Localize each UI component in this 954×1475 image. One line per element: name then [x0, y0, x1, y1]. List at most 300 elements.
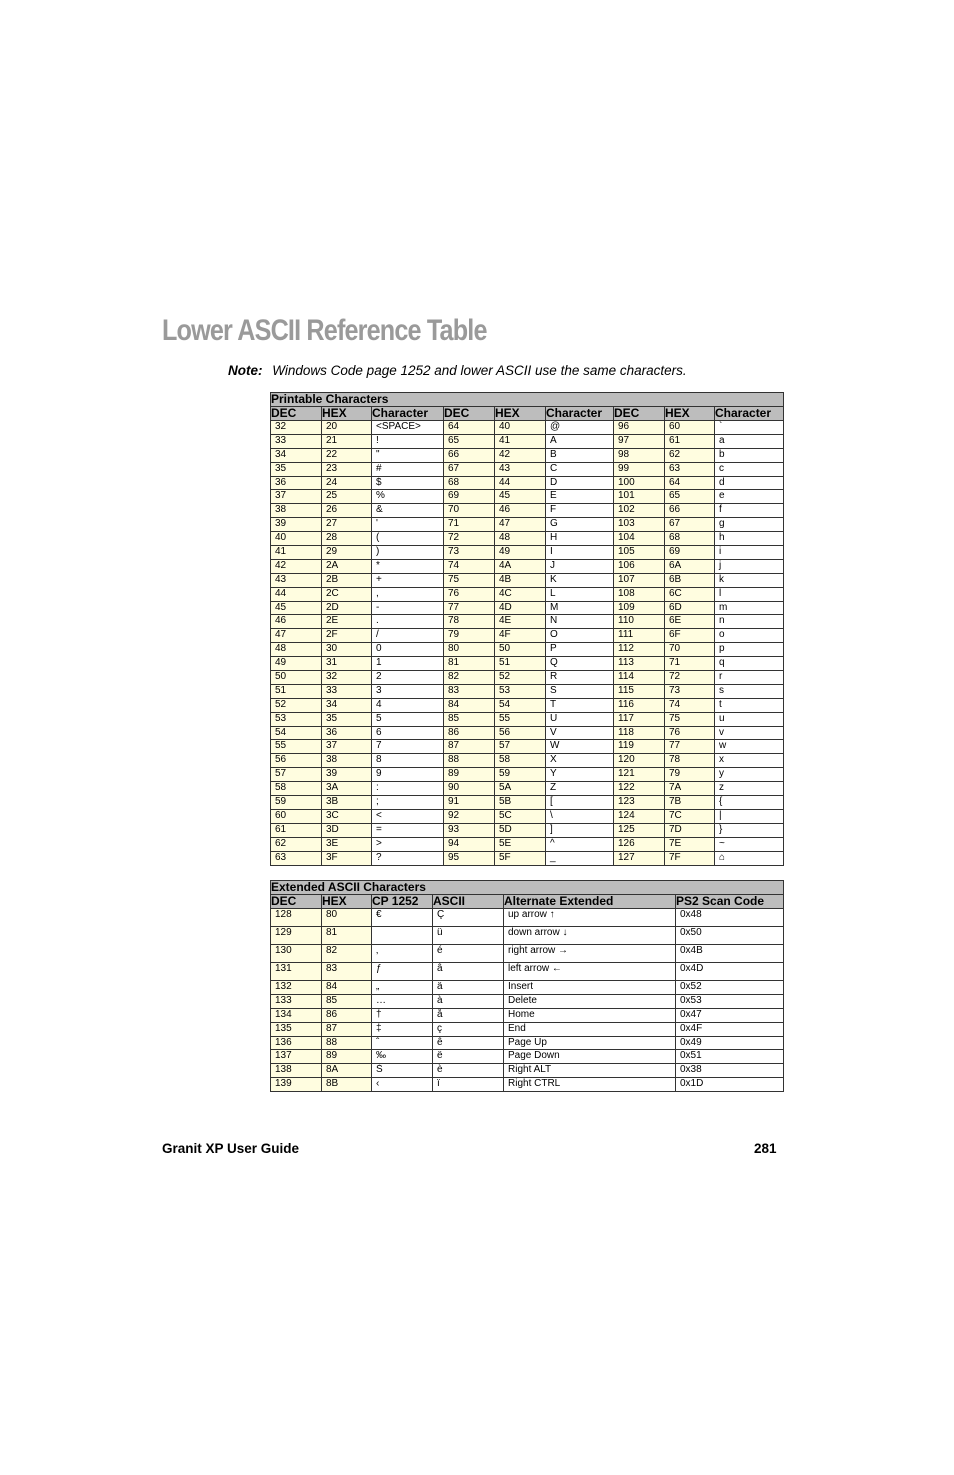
table-cell: c: [715, 462, 784, 476]
table-cell: 100: [614, 476, 665, 490]
table-cell: 36: [271, 476, 322, 490]
table-cell: 48: [271, 643, 322, 657]
table-cell: 137: [271, 1050, 322, 1064]
table-cell: 27: [322, 518, 372, 532]
table-cell: ‰: [372, 1050, 433, 1064]
table-row: [271, 504, 784, 518]
table-cell: S: [546, 684, 614, 698]
table-cell: 66: [665, 504, 715, 518]
table-cell: 75: [665, 712, 715, 726]
table-cell: 6A: [665, 559, 715, 573]
table-cell: 123: [614, 796, 665, 810]
table-cell: 39: [271, 518, 322, 532]
table-cell: 32: [322, 671, 372, 685]
table-cell: 47: [271, 629, 322, 643]
table-cell: 79: [665, 768, 715, 782]
table-cell: 43: [271, 573, 322, 587]
table-cell: 44: [271, 587, 322, 601]
table-cell: 0x51: [676, 1050, 784, 1064]
table-cell: 85: [444, 712, 495, 726]
table-cell: 90: [444, 782, 495, 796]
table-cell: ‹: [372, 1078, 433, 1092]
table-cell: 53: [495, 684, 546, 698]
table-cell: ": [372, 448, 444, 462]
table-cell: 106: [614, 559, 665, 573]
table-cell: 21: [322, 434, 372, 448]
table-cell: 116: [614, 698, 665, 712]
table-cell: 6F: [665, 629, 715, 643]
table-row: [271, 823, 784, 837]
column-header: HEX: [322, 407, 372, 421]
table-row: [271, 532, 784, 546]
table-row: [271, 615, 784, 629]
table-cell: 92: [444, 809, 495, 823]
printable-characters-table: [270, 392, 784, 866]
table-cell: 37: [322, 740, 372, 754]
table-cell: ]: [546, 823, 614, 837]
table-cell: l: [715, 587, 784, 601]
table-cell: 37: [271, 490, 322, 504]
table-cell: R: [546, 671, 614, 685]
table-cell: 5A: [495, 782, 546, 796]
table-cell: ): [372, 546, 444, 560]
table-cell: 66: [444, 448, 495, 462]
table-cell: 110: [614, 615, 665, 629]
table-cell: 8A: [322, 1064, 372, 1078]
table-cell: 7A: [665, 782, 715, 796]
table-cell: 7D: [665, 823, 715, 837]
table-cell: >: [372, 837, 444, 851]
table-cell: 51: [271, 684, 322, 698]
table-cell: g: [715, 518, 784, 532]
table-row: [271, 712, 784, 726]
table-cell: 70: [665, 643, 715, 657]
table-cell: 74: [444, 559, 495, 573]
table-cell: ƒ: [372, 963, 433, 981]
table-cell: 49: [495, 546, 546, 560]
table-cell: n: [715, 615, 784, 629]
table-cell: Right ALT: [504, 1064, 676, 1078]
table-cell: 38: [271, 504, 322, 518]
table-cell: [372, 927, 433, 945]
table-cell: 86: [322, 1008, 372, 1022]
table-cell: {: [715, 796, 784, 810]
table-cell: 133: [271, 994, 322, 1008]
table-cell: 80: [322, 909, 372, 927]
table-cell: 77: [444, 601, 495, 615]
table-cell: O: [546, 629, 614, 643]
table-cell: 78: [444, 615, 495, 629]
table-cell: W: [546, 740, 614, 754]
table-row: [271, 434, 784, 448]
table-cell: :: [372, 782, 444, 796]
table-row: [271, 782, 784, 796]
table-cell: 130: [271, 945, 322, 963]
table-cell: ‡: [372, 1022, 433, 1036]
table-cell: 61: [271, 823, 322, 837]
table-cell: 0x52: [676, 981, 784, 995]
table-cell: Insert: [504, 981, 676, 995]
table-cell: 25: [322, 490, 372, 504]
table-cell: 3: [372, 684, 444, 698]
table-row: [271, 559, 784, 573]
table-cell: &: [372, 504, 444, 518]
table-cell: 138: [271, 1064, 322, 1078]
note: [228, 363, 687, 378]
table-cell: 0x47: [676, 1008, 784, 1022]
table-row: [271, 796, 784, 810]
table-cell: 88: [322, 1036, 372, 1050]
table-cell: Page Down: [504, 1050, 676, 1064]
table-cell: Home: [504, 1008, 676, 1022]
table-cell: ê: [433, 1036, 504, 1050]
table-cell: 63: [271, 851, 322, 865]
table-cell: 20: [322, 421, 372, 435]
table-row: [271, 726, 784, 740]
table-cell: 41: [271, 546, 322, 560]
table-cell: 139: [271, 1078, 322, 1092]
table-cell: 36: [322, 726, 372, 740]
table-cell: left arrow ←: [504, 963, 676, 981]
table-cell: E: [546, 490, 614, 504]
table-cell: 4C: [495, 587, 546, 601]
table-cell: 0x4B: [676, 945, 784, 963]
table-cell: 5D: [495, 823, 546, 837]
table-cell: I: [546, 546, 614, 560]
table-cell: 33: [271, 434, 322, 448]
table-cell: ˆ: [372, 1036, 433, 1050]
table-row: [271, 671, 784, 685]
table-cell: 34: [271, 448, 322, 462]
table-cell: ~: [715, 837, 784, 851]
table-cell: 4F: [495, 629, 546, 643]
table-row: [271, 643, 784, 657]
table-cell: 98: [614, 448, 665, 462]
column-header: DEC: [271, 895, 322, 909]
table-cell: e: [715, 490, 784, 504]
table-cell: 58: [495, 754, 546, 768]
table-cell: 120: [614, 754, 665, 768]
table-cell: 57: [495, 740, 546, 754]
table-row: [271, 809, 784, 823]
table-cell: 6B: [665, 573, 715, 587]
table-cell: 0x1D: [676, 1078, 784, 1092]
table-cell: 115: [614, 684, 665, 698]
table-cell: 122: [614, 782, 665, 796]
table-cell: 62: [665, 448, 715, 462]
table-cell: 107: [614, 573, 665, 587]
table-cell: 46: [271, 615, 322, 629]
table-cell: Q: [546, 657, 614, 671]
table-cell: V: [546, 726, 614, 740]
table-cell: 59: [495, 768, 546, 782]
column-header: Character: [715, 407, 784, 421]
table-cell: 76: [665, 726, 715, 740]
table-cell: 8B: [322, 1078, 372, 1092]
table-cell: 5E: [495, 837, 546, 851]
table-cell: 6E: [665, 615, 715, 629]
table-cell: 52: [495, 671, 546, 685]
table-cell: 65: [444, 434, 495, 448]
table-row: [271, 546, 784, 560]
table-cell: 80: [444, 643, 495, 657]
table-cell: 54: [495, 698, 546, 712]
table-cell: a: [715, 434, 784, 448]
table-cell: 108: [614, 587, 665, 601]
table-cell: 58: [271, 782, 322, 796]
table-row: [271, 518, 784, 532]
table-cell: 0x49: [676, 1036, 784, 1050]
table-cell: 29: [322, 546, 372, 560]
table-cell: 0x38: [676, 1064, 784, 1078]
table-row: [271, 1064, 784, 1078]
table-cell: $: [372, 476, 444, 490]
table-cell: 61: [665, 434, 715, 448]
table-cell: right arrow →: [504, 945, 676, 963]
table-cell: 28: [322, 532, 372, 546]
table-cell: 70: [444, 504, 495, 518]
table-cell: 7E: [665, 837, 715, 851]
table-cell: f: [715, 504, 784, 518]
table-cell: Z: [546, 782, 614, 796]
table-cell: 76: [444, 587, 495, 601]
table-cell: 40: [271, 532, 322, 546]
table-cell: 93: [444, 823, 495, 837]
table-cell: 51: [495, 657, 546, 671]
table-cell: 95: [444, 851, 495, 865]
table-row: [271, 490, 784, 504]
table-cell: 84: [322, 981, 372, 995]
table-cell: 64: [444, 421, 495, 435]
table-cell: 7B: [665, 796, 715, 810]
table-cell: 112: [614, 643, 665, 657]
table-cell: 6C: [665, 587, 715, 601]
table-cell: 72: [665, 671, 715, 685]
table-cell: Y: [546, 768, 614, 782]
table-cell: 24: [322, 476, 372, 490]
table-cell: 0x48: [676, 909, 784, 927]
table-cell: 131: [271, 963, 322, 981]
table-cell: Right CTRL: [504, 1078, 676, 1092]
table-cell: 3D: [322, 823, 372, 837]
table-cell: 71: [444, 518, 495, 532]
table-cell: 124: [614, 809, 665, 823]
table-row: [271, 476, 784, 490]
table-cell: A: [546, 434, 614, 448]
table-cell: 5F: [495, 851, 546, 865]
table-cell: è: [433, 1064, 504, 1078]
table-cell: _: [546, 851, 614, 865]
table-row: [271, 740, 784, 754]
footer-page-number: 281: [754, 1141, 777, 1156]
table-row: [271, 945, 784, 963]
table-cell: up arrow ↑: [504, 909, 676, 927]
table-cell: 44: [495, 476, 546, 490]
table-row: [271, 927, 784, 945]
table-row: [271, 573, 784, 587]
table-cell: !: [372, 434, 444, 448]
table-cell: 43: [495, 462, 546, 476]
table-cell: 30: [322, 643, 372, 657]
table-cell: 65: [665, 490, 715, 504]
table-cell: 118: [614, 726, 665, 740]
table-cell: End: [504, 1022, 676, 1036]
table-cell: ?: [372, 851, 444, 865]
table-cell: v: [715, 726, 784, 740]
table-cell: j: [715, 559, 784, 573]
table-cell: b: [715, 448, 784, 462]
table-cell: 67: [665, 518, 715, 532]
table-cell: 31: [322, 657, 372, 671]
table-cell: â: [433, 963, 504, 981]
table-cell: 57: [271, 768, 322, 782]
table-cell: ï: [433, 1078, 504, 1092]
table-cell: U: [546, 712, 614, 726]
table-cell: ë: [433, 1050, 504, 1064]
table-cell: å: [433, 1008, 504, 1022]
table-cell: 82: [322, 945, 372, 963]
table-cell: *: [372, 559, 444, 573]
table-cell: 50: [495, 643, 546, 657]
table-cell: 99: [614, 462, 665, 476]
table-cell: t: [715, 698, 784, 712]
table-cell: X: [546, 754, 614, 768]
table-cell: ^: [546, 837, 614, 851]
table-cell: 83: [322, 963, 372, 981]
table-cell: 91: [444, 796, 495, 810]
table-cell: 74: [665, 698, 715, 712]
table-cell: ;: [372, 796, 444, 810]
table-cell: 87: [322, 1022, 372, 1036]
column-header: HEX: [495, 407, 546, 421]
table-cell: h: [715, 532, 784, 546]
table-cell: 8: [372, 754, 444, 768]
table-cell: ': [372, 518, 444, 532]
column-header: HEX: [322, 895, 372, 909]
table-cell: 3E: [322, 837, 372, 851]
table-cell: 42: [271, 559, 322, 573]
table-cell: 50: [271, 671, 322, 685]
table-cell: 77: [665, 740, 715, 754]
table-cell: 3B: [322, 796, 372, 810]
table-cell: Page Up: [504, 1036, 676, 1050]
table-cell: 119: [614, 740, 665, 754]
table-cell: Delete: [504, 994, 676, 1008]
table-cell: 81: [444, 657, 495, 671]
page-title: Lower ASCII Reference Table: [162, 314, 487, 347]
table-cell: 0x53: [676, 994, 784, 1008]
table-cell: 82: [444, 671, 495, 685]
table-cell: <SPACE>: [372, 421, 444, 435]
table-row: [271, 421, 784, 435]
table-cell: 136: [271, 1036, 322, 1050]
table-row: [271, 1022, 784, 1036]
table-cell: 0x4F: [676, 1022, 784, 1036]
table-cell: 68: [665, 532, 715, 546]
table-cell: 67: [444, 462, 495, 476]
table-cell: 56: [495, 726, 546, 740]
table-cell: 22: [322, 448, 372, 462]
table-cell: 84: [444, 698, 495, 712]
table-cell: 3C: [322, 809, 372, 823]
table-cell: \: [546, 809, 614, 823]
table-row: [271, 1050, 784, 1064]
table-row: [271, 963, 784, 981]
table-cell: 53: [271, 712, 322, 726]
table-cell: #: [372, 462, 444, 476]
table-cell: 46: [495, 504, 546, 518]
table-cell: 5B: [495, 796, 546, 810]
table-cell: 89: [444, 768, 495, 782]
table-cell: 2: [372, 671, 444, 685]
table-cell: 33: [322, 684, 372, 698]
table-cell: 55: [495, 712, 546, 726]
table-row: [271, 601, 784, 615]
table-cell: 94: [444, 837, 495, 851]
table-cell: 45: [271, 601, 322, 615]
table-row: [271, 768, 784, 782]
table-cell: 71: [665, 657, 715, 671]
table-cell: 35: [322, 712, 372, 726]
table-cell: 3A: [322, 782, 372, 796]
column-header: Alternate Extended: [504, 895, 676, 909]
table-cell: H: [546, 532, 614, 546]
table-cell: 0x50: [676, 927, 784, 945]
table-row: [271, 909, 784, 927]
note-text: Windows Code page 1252 and lower ASCII use the same characters.: [272, 363, 687, 378]
table-cell: ,: [372, 587, 444, 601]
table-cell: }: [715, 823, 784, 837]
table-cell: u: [715, 712, 784, 726]
table-cell: <: [372, 809, 444, 823]
table-cell: 49: [271, 657, 322, 671]
column-header: DEC: [271, 407, 322, 421]
table-cell: 2C: [322, 587, 372, 601]
table-cell: 114: [614, 671, 665, 685]
table-cell: 45: [495, 490, 546, 504]
column-header: ASCII: [433, 895, 504, 909]
table-cell: 32: [271, 421, 322, 435]
table-cell: 2F: [322, 629, 372, 643]
table-cell: 69: [444, 490, 495, 504]
table-cell: T: [546, 698, 614, 712]
table-cell: G: [546, 518, 614, 532]
table-cell: 101: [614, 490, 665, 504]
table-cell: 135: [271, 1022, 322, 1036]
table-row: [271, 698, 784, 712]
note-label: Note:: [228, 363, 263, 378]
table-cell: d: [715, 476, 784, 490]
table-cell: 128: [271, 909, 322, 927]
column-header: Character: [372, 407, 444, 421]
table-cell: 113: [614, 657, 665, 671]
table-cell: 75: [444, 573, 495, 587]
table-row: [271, 754, 784, 768]
table-cell: =: [372, 823, 444, 837]
table-row: [271, 1036, 784, 1050]
table-cell: r: [715, 671, 784, 685]
table-cell: 129: [271, 927, 322, 945]
extended-ascii-table: [270, 880, 784, 1092]
table-row: [271, 657, 784, 671]
table-row: [271, 994, 784, 1008]
table-cell: 111: [614, 629, 665, 643]
table-cell: -: [372, 601, 444, 615]
table-cell: @: [546, 421, 614, 435]
table-cell: 60: [271, 809, 322, 823]
table-cell: 55: [271, 740, 322, 754]
column-header: PS2 Scan Code: [676, 895, 784, 909]
